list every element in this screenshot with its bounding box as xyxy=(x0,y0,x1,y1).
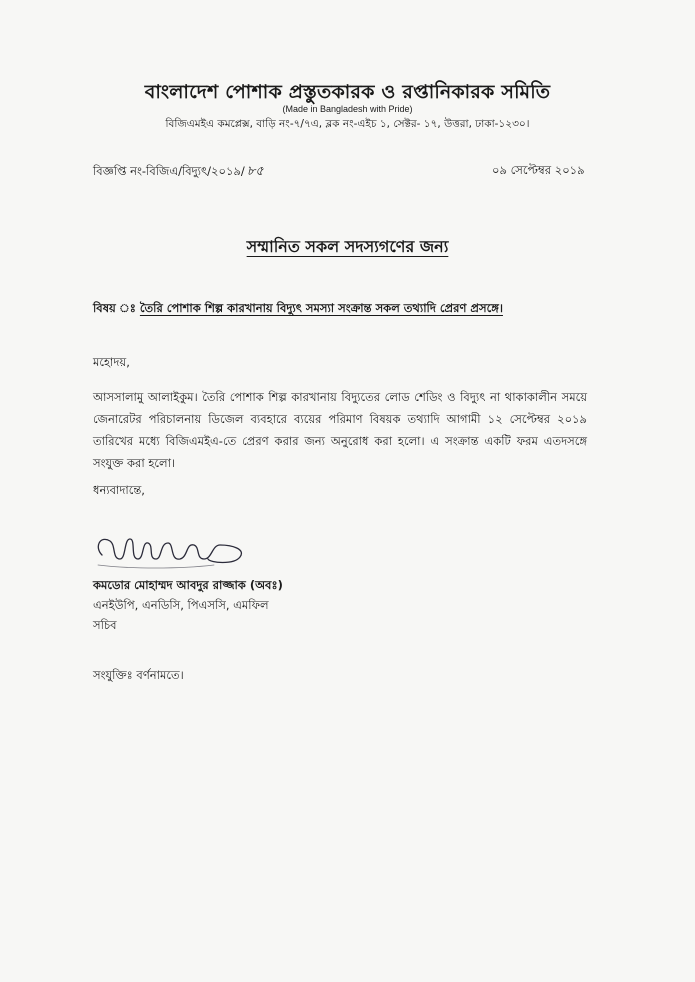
reference-prefix: বিজ্ঞপ্তি নং-বিজিএ/বিদ্যুৎ/২০১৯/ xyxy=(93,164,245,178)
closing: ধন্যবাদান্তে, xyxy=(93,483,145,497)
heading-text: সম্মানিত সকল সদস্যগণের জন্য xyxy=(246,237,449,256)
letter-body: আসসালামু আলাইকুম। তৈরি পোশাক শিল্প কারখানায় বিদ্যুতের লোড শেডিং ও বিদ্যুৎ না থাকাকালীন সময়ে জেনারেটর পরিচালনায় ডিজেল ব্যবহারে ব্যয়ের পরিমাণ বিষয়ক তথ্যাদি আগামী ১২ সেপ্টেম্বর ২০১৯ তারিখের মধ্যে বিজিএমইএ-তে প্রেরণ করার জন্য অনুরোধ করা হলো। এ সংক্রান্ত একটি ফরম এতদসঙ্গে সংযুক্ত করা হলো। xyxy=(93,390,587,470)
salutation: মহোদয়, xyxy=(93,355,130,369)
organization-address: বিজিএমইএ কমপ্লেক্স, বাড়ি নং-৭/৭এ, ব্লক নং-এইচ ১, সেক্টর- ১৭, উত্তরা, ঢাকা-১২৩০। xyxy=(165,118,530,130)
enclosure-note: সংযুক্তিঃ বর্ণনামতে। xyxy=(93,668,184,682)
signature-image xyxy=(90,525,255,575)
subject-line xyxy=(93,300,613,319)
signer-name: কমডোর মোহাম্মদ আবদুর রাজ্জাক (অবঃ) xyxy=(93,578,283,592)
organization-tagline: (Made in Bangladesh with Pride) xyxy=(282,104,413,114)
letter-heading xyxy=(0,234,695,261)
letter-date: ০৯ সেপ্টেম্বর ২০১৯ xyxy=(492,163,585,177)
reference-number xyxy=(93,162,264,183)
reference-handwritten-number: ৮৫ xyxy=(246,164,264,179)
subject-label: বিষয় ঃ xyxy=(93,301,136,315)
organization-name: বাংলাদেশ পোশাক প্রস্তুতকারক ও রপ্তানিকারক সমিতি xyxy=(144,81,551,103)
subject-text: তৈরি পোশাক শিল্প কারখানায় বিদ্যুৎ সমস্যা সংক্রান্ত সকল তথ্যাদি প্রেরণ প্রসঙ্গে। xyxy=(139,301,503,315)
signer-qualifications: এনইউপি, এনডিসি, পিএসসি, এমফিল xyxy=(93,598,269,612)
signer-title: সচিব xyxy=(93,618,117,632)
